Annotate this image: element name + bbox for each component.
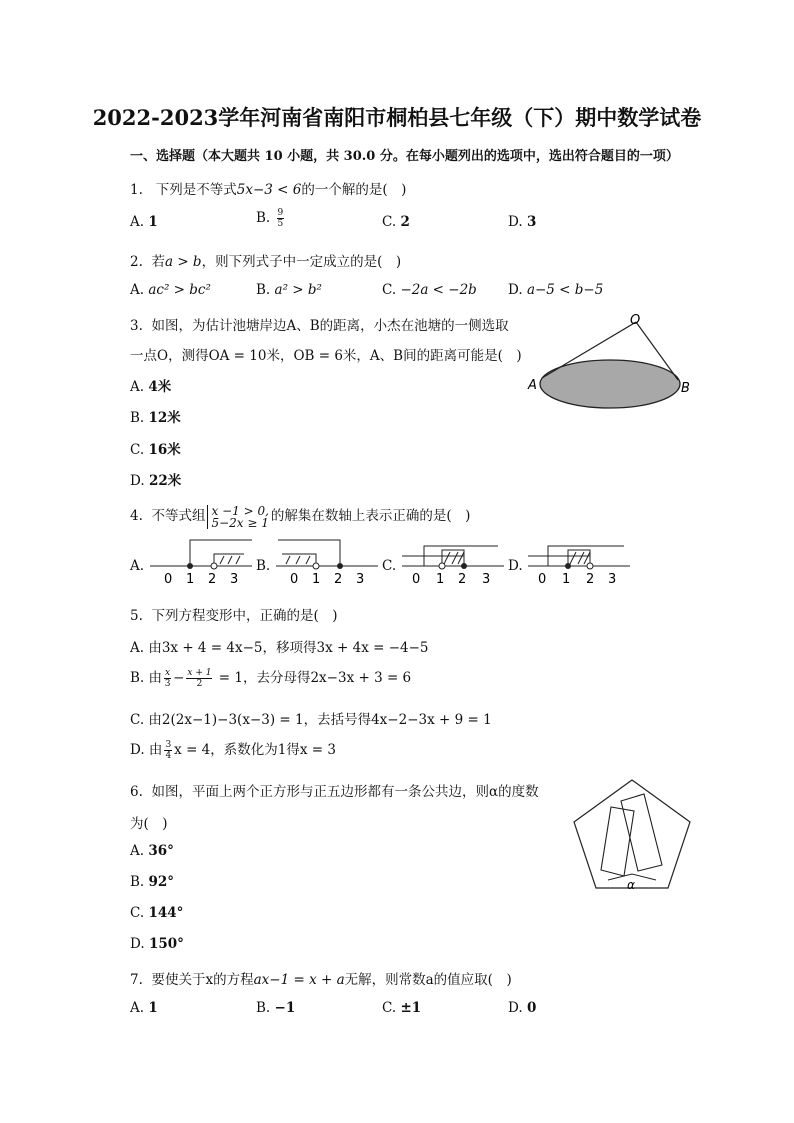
- svg-text:1: 1: [562, 572, 571, 586]
- q5-option-d[interactable]: D. 由 $\frac{3}{4}$ x = 4，系数化为1得x = 3: [130, 740, 336, 761]
- q5-option-c[interactable]: C. 由2(2x−1)−3(x−3) = 1，去括号得4x−2−3x + 9 = 1: [130, 712, 492, 728]
- question-3-line2: 一点O，测得OA = 10米，OB = 6米，A、B间的距离可能是( ): [130, 348, 522, 364]
- question-5: 5. 下列方程变形中，正确的是( ): [130, 608, 338, 624]
- pentagon-squares-figure: [566, 776, 700, 896]
- q1-pre: 下列是不等式: [155, 182, 237, 198]
- svg-text:2: 2: [458, 572, 467, 586]
- svg-text:0: 0: [164, 572, 173, 586]
- square-1: [621, 794, 662, 871]
- q1-option-a[interactable]: A. 1: [130, 214, 158, 230]
- q4-numberline-d: [524, 536, 634, 586]
- q4-option-d-label[interactable]: D.: [508, 558, 523, 574]
- question-3: 3. 如图，为估计池塘岸边A、B的距离，小杰在池塘的一侧选取: [130, 318, 509, 334]
- q2-option-a[interactable]: A. ac² > bc²: [130, 282, 211, 298]
- q4-option-b-label[interactable]: B.: [256, 558, 271, 574]
- q7-option-d[interactable]: D. 0: [508, 1000, 537, 1016]
- q4-numberline-c: [398, 536, 508, 586]
- q2-option-b[interactable]: B. a² > b²: [256, 282, 322, 298]
- q6-option-a[interactable]: A. 36°: [130, 843, 174, 859]
- q2-option-c[interactable]: C. −2a < −2b: [382, 282, 477, 298]
- label-o: O: [630, 313, 641, 328]
- svg-text:3: 3: [230, 572, 239, 586]
- q1-option-c[interactable]: C. 2: [382, 214, 410, 230]
- question-6-line2: 为( ): [130, 816, 168, 832]
- q1-number: 1.: [130, 182, 143, 198]
- q4-option-c-label[interactable]: C.: [382, 558, 397, 574]
- alpha-label: α: [627, 878, 635, 892]
- svg-text:2: 2: [334, 572, 343, 586]
- q1-expr: 5x−3 < 6: [236, 182, 302, 198]
- q4-option-a-label[interactable]: A.: [130, 558, 145, 574]
- q1-option-b[interactable]: B. $\frac{9}{5}$: [256, 208, 284, 229]
- q6-option-b[interactable]: B. 92°: [130, 874, 175, 890]
- q2-option-d[interactable]: D. a−5 < b−5: [508, 282, 604, 298]
- svg-text:1: 1: [312, 572, 321, 586]
- q7-option-a[interactable]: A. 1: [130, 1000, 158, 1016]
- svg-text:2: 2: [586, 572, 595, 586]
- question-2: 2. 若a > b，则下列式子中一定成立的是( ): [130, 254, 402, 270]
- q5-option-a[interactable]: A. 由3x + 4 = 4x−5，移项得3x + 4x = −4−5: [130, 640, 429, 656]
- q7-option-c[interactable]: C. ±1: [382, 1000, 422, 1016]
- svg-text:0: 0: [290, 572, 299, 586]
- q3-option-c[interactable]: C. 16米: [130, 442, 181, 458]
- svg-text:3: 3: [482, 572, 491, 586]
- svg-text:1: 1: [436, 572, 445, 586]
- q6-option-d[interactable]: D. 150°: [130, 936, 184, 952]
- svg-text:3: 3: [608, 572, 617, 586]
- q5-option-b[interactable]: B. 由 $\frac{x}{3}$ − $\frac{x + 1}{2}$ = 1，去分母得2x−3x + 3 = 6: [130, 668, 412, 689]
- page-title: 2022-2023学年河南省南阳市桐柏县七年级（下）期中数学试卷: [92, 105, 702, 130]
- question-1: [130, 178, 406, 198]
- q7-option-b[interactable]: B. −1: [256, 1000, 296, 1016]
- question-7: 7. 要使关于x的方程ax−1 = x + a无解，则常数a的值应取( ): [130, 972, 512, 988]
- question-4: 4. 不等式组 x −1 > 0, 5−2x ≥ 1 的解集在数轴上表示正确的是( ): [130, 503, 471, 530]
- q1-option-d[interactable]: D. 3: [508, 214, 537, 230]
- section-heading: 一、选择题（本大题共 10 小题，共 30.0 分。在每小题列出的选项中，选出符合题目的一项）: [130, 149, 679, 164]
- q3-option-d[interactable]: D. 22米: [130, 473, 182, 489]
- q4-numberline-b: [272, 536, 382, 586]
- q4-numberline-a: [146, 536, 256, 586]
- square-2: [601, 807, 634, 876]
- q3-option-a[interactable]: A. 4米: [130, 379, 172, 395]
- svg-text:1: 1: [186, 572, 195, 586]
- label-a: A: [528, 378, 537, 393]
- svg-text:0: 0: [538, 572, 547, 586]
- label-b: B: [681, 381, 690, 396]
- svg-text:0: 0: [412, 572, 421, 586]
- q3-option-b[interactable]: B. 12米: [130, 410, 181, 426]
- q6-option-c[interactable]: C. 144°: [130, 905, 184, 921]
- pond-figure: [520, 308, 700, 418]
- svg-text:2: 2: [208, 572, 217, 586]
- regular-pentagon: [574, 780, 690, 888]
- q1-post: 的一个解的是( ): [301, 182, 407, 198]
- svg-text:3: 3: [356, 572, 365, 586]
- question-6: 6. 如图，平面上两个正方形与正五边形都有一条公共边，则α的度数: [130, 784, 539, 800]
